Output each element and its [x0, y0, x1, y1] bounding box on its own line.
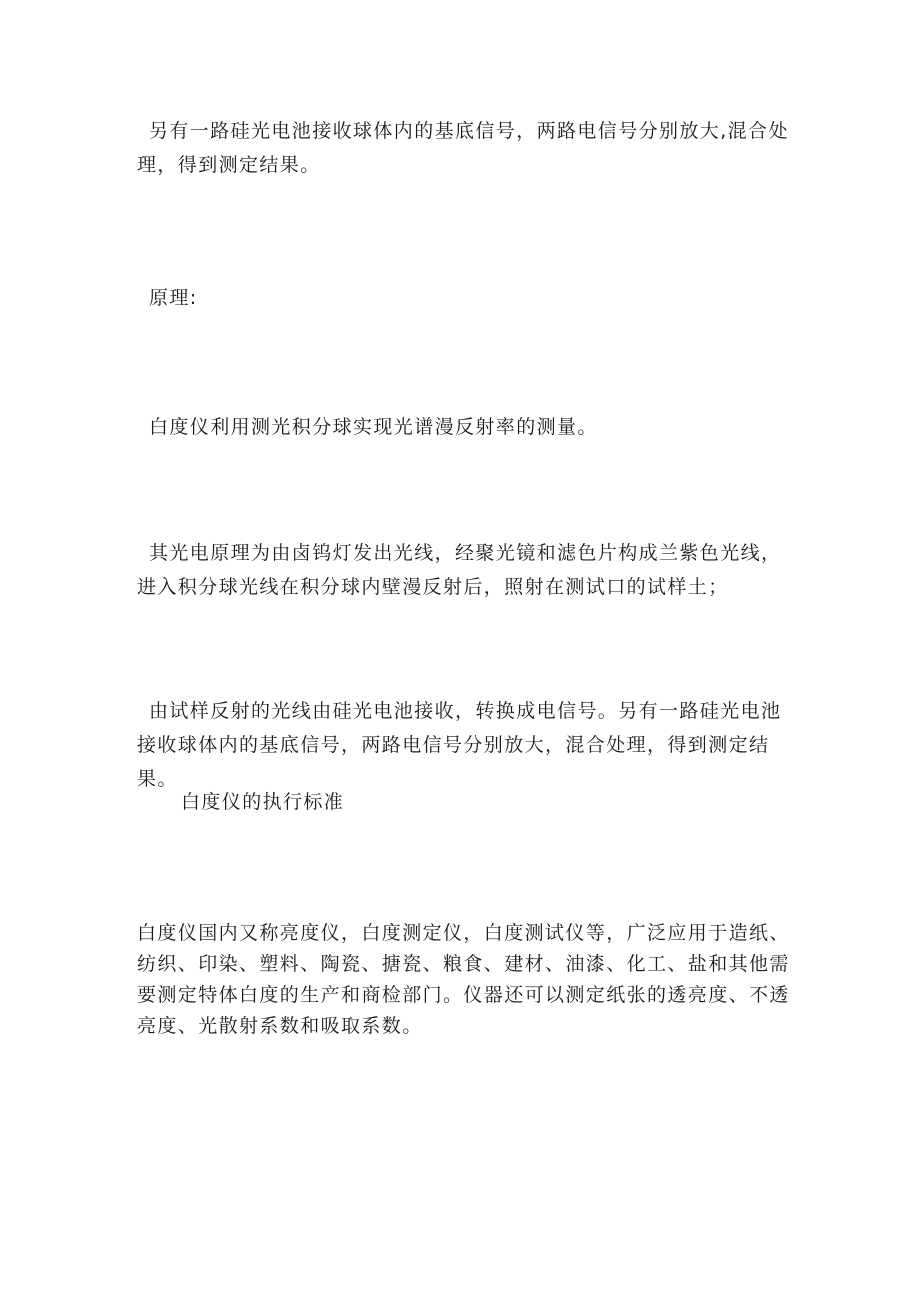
paragraph-applications: 白度仪国内又称亮度仪，白度测定仪，白度测试仪等，广泛应用于造纸、纺织、印染、塑料、陶瓷、搪瓷、粮食、建材、油漆、化工、盐和其他需要测定特体白度的生产和商检部门。仪器还可以测定纸张的透亮度、不透亮度、光散射系数和吸取系数。 — [137, 922, 790, 1037]
heading-execution-standard: 白度仪的执行标准 — [181, 791, 345, 813]
heading-principle: 原理: — [149, 287, 198, 309]
paragraph-integrating-sphere: 白度仪利用测光积分球实现光谱漫反射率的测量。 — [149, 416, 598, 438]
paragraph-signal-processing: 另有一路硅光电池接收球体内的基底信号，两路电信号分别放大,混合处理，得到测定结果。 — [137, 120, 789, 176]
paragraph-optical-principle: 其光电原理为由卤钨灯发出光线，经聚光镜和滤色片构成兰紫色光线，进入积分球光线在积分球内壁漫反射后，照射在测试口的试样土； — [137, 542, 782, 598]
paragraph-reflection-measurement: 由试样反射的光线由硅光电池接收，转换成电信号。另有一路硅光电池接收球体内的基底信号，两路电信号分别放大，混合处理，得到测定结果。 — [137, 700, 782, 790]
